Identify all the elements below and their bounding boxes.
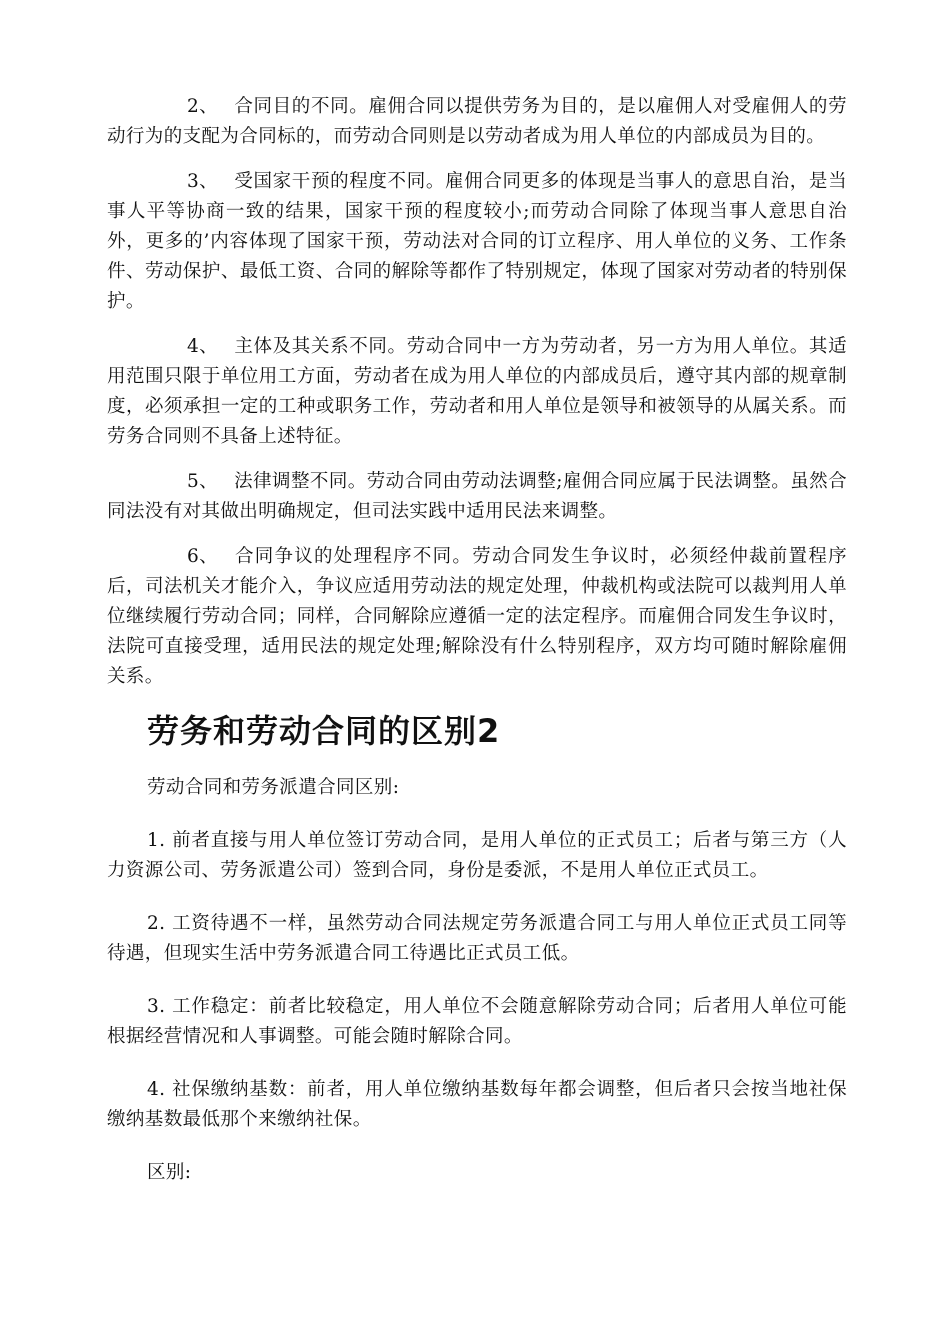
closing-label: 区别: — [147, 1162, 192, 1183]
list-item-4: 4. 社保缴纳基数：前者，用人单位缴纳基数每年都会调整，但后者只会按当地社保缴纳基数最低那个来缴纳社保。 — [107, 1079, 847, 1130]
paragraph-number: 5、 — [187, 471, 219, 492]
paragraph-number: 4、 — [187, 336, 219, 357]
section-labor-vs-dispatch — [107, 773, 847, 1188]
paragraph-text: 合同争议的处理程序不同。劳动合同发生争议时，必须经仲裁前置程序后，司法机关才能介入，争议应适用劳动法的规定处理，仲裁机构或法院可以裁判用人单位继续履行劳动合同；同样，合同解除应遵循一定的法定程序。而雇佣合同发生争议时，法院可直接受理，适用民法的规定处理;解除没有什么特别程序，双方均可随时解除雇佣关系。 — [107, 546, 847, 687]
section-heading: 劳务和劳动合同的区别2 — [147, 712, 501, 750]
paragraph-text: 主体及其关系不同。劳动合同中一方为劳动者，另一方为用人单位。其适用范围只限于单位用工方面，劳动者在成为用人单位的内部成员后，遵守其内部的规章制度，必须承担一定的工种或职务工作，劳动者和用人单位是领导和被领导的从属关系。而劳务合同则不具备上述特征。 — [107, 336, 847, 447]
paragraph-6 — [107, 542, 847, 692]
paragraph-4 — [107, 332, 847, 452]
paragraph-text: 合同目的不同。雇佣合同以提供劳务为目的，是以雇佣人对受雇佣人的劳动行为的支配为合同标的，而劳动合同则是以劳动者成为用人单位的内部成员为目的。 — [107, 96, 847, 147]
paragraph-number: 2、 — [187, 96, 219, 117]
section-differences-continued — [107, 92, 847, 692]
paragraph-text: 受国家干预的程度不同。雇佣合同更多的体现是当事人的意思自治，是当事人平等协商一致的结果，国家干预的程度较小;而劳动合同除了体现当事人意思自治外，更多的’内容体现了国家干预，劳动法对合同的订立程序、用人单位的义务、工作条件、劳动保护、最低工资、合同的解除等都作了特别规定，体现了国家对劳动者的特别保护。 — [107, 171, 847, 312]
paragraph-number: 6、 — [187, 546, 219, 567]
list-item-2: 2. 工资待遇不一样，虽然劳动合同法规定劳务派遣合同工与用人单位正式员工同等待遇，但现实生活中劳务派遣合同工待遇比正式员工低。 — [107, 913, 847, 964]
paragraph-text: 法律调整不同。劳动合同由劳动法调整;雇佣合同应属于民法调整。虽然合同法没有对其做出明确规定，但司法实践中适用民法来调整。 — [107, 471, 847, 522]
list-item-3: 3. 工作稳定：前者比较稳定，用人单位不会随意解除劳动合同；后者用人单位可能根据经营情况和人事调整。可能会随时解除合同。 — [107, 996, 847, 1047]
paragraph-5 — [107, 467, 847, 527]
paragraph-2 — [107, 92, 847, 152]
intro-paragraph: 劳动合同和劳务派遣合同区别: — [147, 777, 400, 798]
paragraph-number: 3、 — [187, 171, 219, 192]
list-item-1: 1. 前者直接与用人单位签订劳动合同，是用人单位的正式员工；后者与第三方（人力资源公司、劳务派遣公司）签到合同，身份是委派，不是用人单位正式员工。 — [107, 830, 847, 881]
paragraph-3 — [107, 167, 847, 317]
